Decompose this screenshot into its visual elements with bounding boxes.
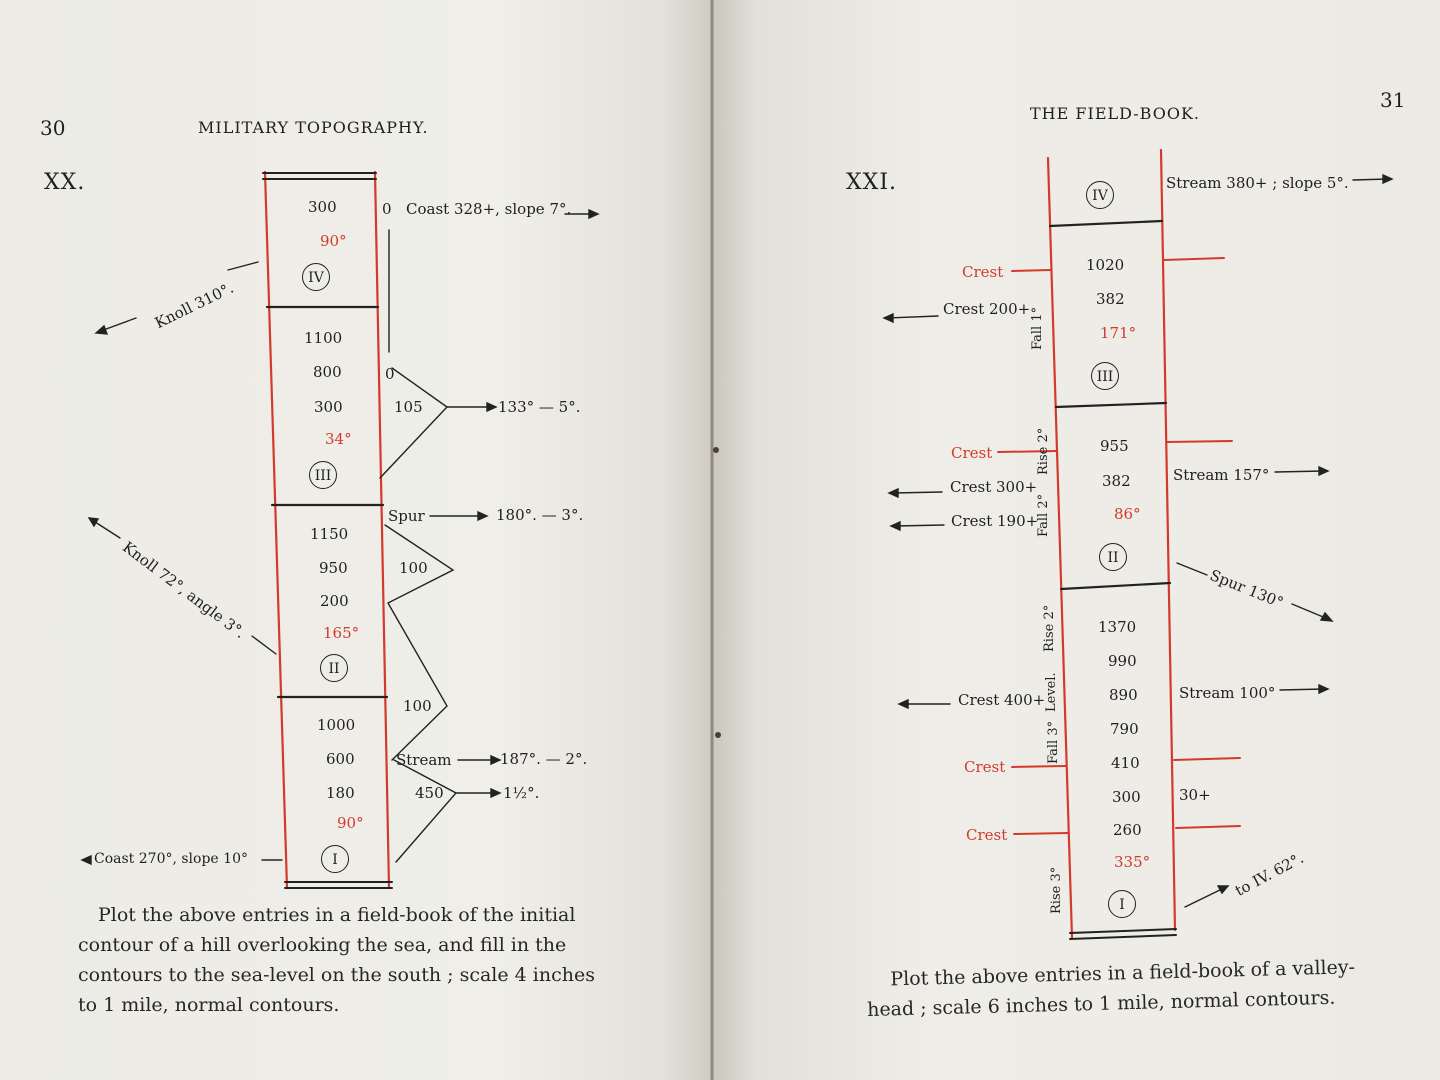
slope-note: Fall 1° [1030,306,1045,350]
arrow-head [96,326,107,334]
spur-130-leader [1177,563,1207,575]
slope-note: Rise 2° [1042,604,1057,652]
arrow-head [82,856,91,864]
bearing-180: 180°. — 3°. [496,506,584,524]
book-value: 200 [320,592,349,610]
spur-130-label: Spur 130° [1207,566,1286,612]
knoll-72-label: Knoll 72°, angle 3°. [119,538,249,642]
slope-note: Level. [1044,672,1059,712]
book-value: 300 [1112,788,1141,806]
book-value: 1370 [1098,618,1137,636]
arrow-stream-157 [1275,471,1324,472]
book-right-rule [1161,150,1175,930]
bearing-value: 86° [1114,505,1141,523]
book-value: 180 [326,784,355,802]
right-tick [1174,758,1240,760]
station-divider [1056,403,1166,407]
arrow-head [491,756,500,764]
book-value: 1020 [1086,256,1125,274]
book-value: 260 [1113,821,1142,839]
right-tick [1176,826,1240,828]
arrow-stream-100 [1280,689,1324,690]
book-value: 382 [1102,472,1131,490]
arrow-head [891,522,900,530]
spur-label: Spur [388,507,425,525]
slope-note: Rise 3° [1049,866,1064,914]
station-divider [1061,583,1170,589]
book-value: 890 [1109,686,1138,704]
arrow-head [899,700,908,708]
offset-sketch-upper [380,368,447,478]
plate-number: XX. [44,170,86,195]
book-value: 600 [326,750,355,768]
coast-top-label: Coast 328+, slope 7°. [406,200,572,218]
binding-hole [715,732,721,738]
arrow-head [487,403,496,411]
bearing-value: 90° [320,232,347,250]
book-value: 1150 [310,525,349,543]
binding-hole [713,447,719,453]
caption-line: Plot the above entries in a field-book of the initial [98,904,576,926]
book-value: 410 [1111,754,1140,772]
offset-sketch-lower [394,760,456,862]
crest-200-label: Crest 200+ [943,300,1031,318]
crest-label: Crest [962,263,1004,281]
book-left-rule [265,172,287,888]
stream-label: Stream [396,751,452,769]
to-iv-leader [1185,888,1224,907]
stream-157-label: Stream 157° [1173,466,1270,484]
station-ii-marker: II [1099,543,1127,571]
caption-line: head ; scale 6 inches to 1 mile, normal contours. [866,986,1336,1021]
right-tick [1164,258,1224,260]
knoll-310-label: Knoll 310°. [152,278,237,333]
offset-zero: 0 [382,200,392,218]
arrow-head [1218,886,1228,893]
book-value: 790 [1110,720,1139,738]
offset-450: 450 [415,784,444,802]
arrow-head [89,518,98,526]
arrow-crest-200 [888,316,938,318]
caption-line: to 1 mile, normal contours. [78,994,340,1016]
book-value: 382 [1096,290,1125,308]
bearing-value: 34° [325,430,352,448]
knoll-72-leader [252,636,276,654]
caption-line: contours to the sea-level on the south ; scale 4 inches [78,964,595,986]
slope-note: Fall 2° [1036,493,1051,537]
bearing-value: 335° [1114,853,1151,871]
station-divider [1050,221,1162,226]
crest-label: Crest [951,444,993,462]
station-iv-marker: IV [1086,181,1114,209]
book-left-rule [1048,158,1072,938]
book-right-rule [375,172,389,888]
crest-label: Crest [966,826,1008,844]
book-bottom-rule [1070,929,1176,933]
arrow-crest-190 [895,525,944,526]
offset-105: 105 [394,398,423,416]
book-value: 955 [1100,437,1129,455]
station-ii-marker: II [320,654,348,682]
arrow-head [884,314,893,322]
running-head: MILITARY TOPOGRAPHY. [198,118,429,137]
knoll-310-leader [228,262,258,270]
caption-line: Plot the above entries in a field-book of a valley- [890,956,1356,991]
arrow-head [478,512,487,520]
crest-tick [1014,833,1068,834]
book-value: 1000 [317,716,356,734]
station-i-marker: I [321,845,349,873]
bearing-187: 187°. — 2°. [500,750,588,768]
arrow-head [889,489,898,497]
right-tick [1167,441,1232,442]
arrow-head [1321,613,1332,621]
crest-300-label: Crest 300+ [950,478,1038,496]
slope-note: Rise 2° [1036,427,1051,475]
book-value: 1100 [304,329,343,347]
arrow-head [1319,467,1328,475]
book-bottom-rule [1070,935,1176,939]
arrow-crest-300 [893,492,942,493]
arrow-head [1319,685,1328,693]
bearing-1half: 1½°. [503,784,540,802]
arrow-head [589,210,598,218]
arrow-head [1383,175,1392,183]
plate-number: XXI. [846,170,898,195]
bearing-value: 165° [323,624,360,642]
crest-tick [1012,270,1051,271]
station-iv-marker: IV [302,263,330,291]
stream-380-label: Stream 380+ ; slope 5°. [1166,174,1349,192]
book-value: 800 [313,363,342,381]
page-number: 31 [1380,88,1406,112]
bearing-value: 171° [1100,324,1137,342]
book-value: 300 [314,398,343,416]
slope-note: Fall 3° [1046,720,1061,764]
figure-caption [78,900,618,1020]
crest-label: Crest [964,758,1006,776]
bearing-133: 133° — 5°. [498,398,581,416]
book-value: 300 [308,198,337,216]
stream-100-label: Stream 100° [1179,684,1276,702]
station-iii-marker: III [1091,362,1119,390]
coast-bottom-label: Coast 270°, slope 10° [94,851,248,867]
crest-400-label: Crest 400+ [958,691,1046,709]
crest-190-label: Crest 190+ [951,512,1039,530]
crest-tick [1012,766,1066,767]
offset-zero: 0 [385,365,395,383]
caption-line: contour of a hill overlooking the sea, and fill in the [78,934,567,956]
offset-100: 100 [403,697,432,715]
arrow-head [491,789,500,797]
page-number: 30 [40,116,66,140]
offset-100: 100 [399,559,428,577]
station-iii-marker: III [309,461,337,489]
to-iv-label: to IV. 62°. [1232,848,1307,900]
station-i-marker: I [1108,890,1136,918]
bearing-value: 90° [337,814,364,832]
book-value: 990 [1108,652,1137,670]
offset-30: 30+ [1179,786,1211,804]
book-value: 950 [319,559,348,577]
running-head: THE FIELD-BOOK. [1030,104,1200,123]
